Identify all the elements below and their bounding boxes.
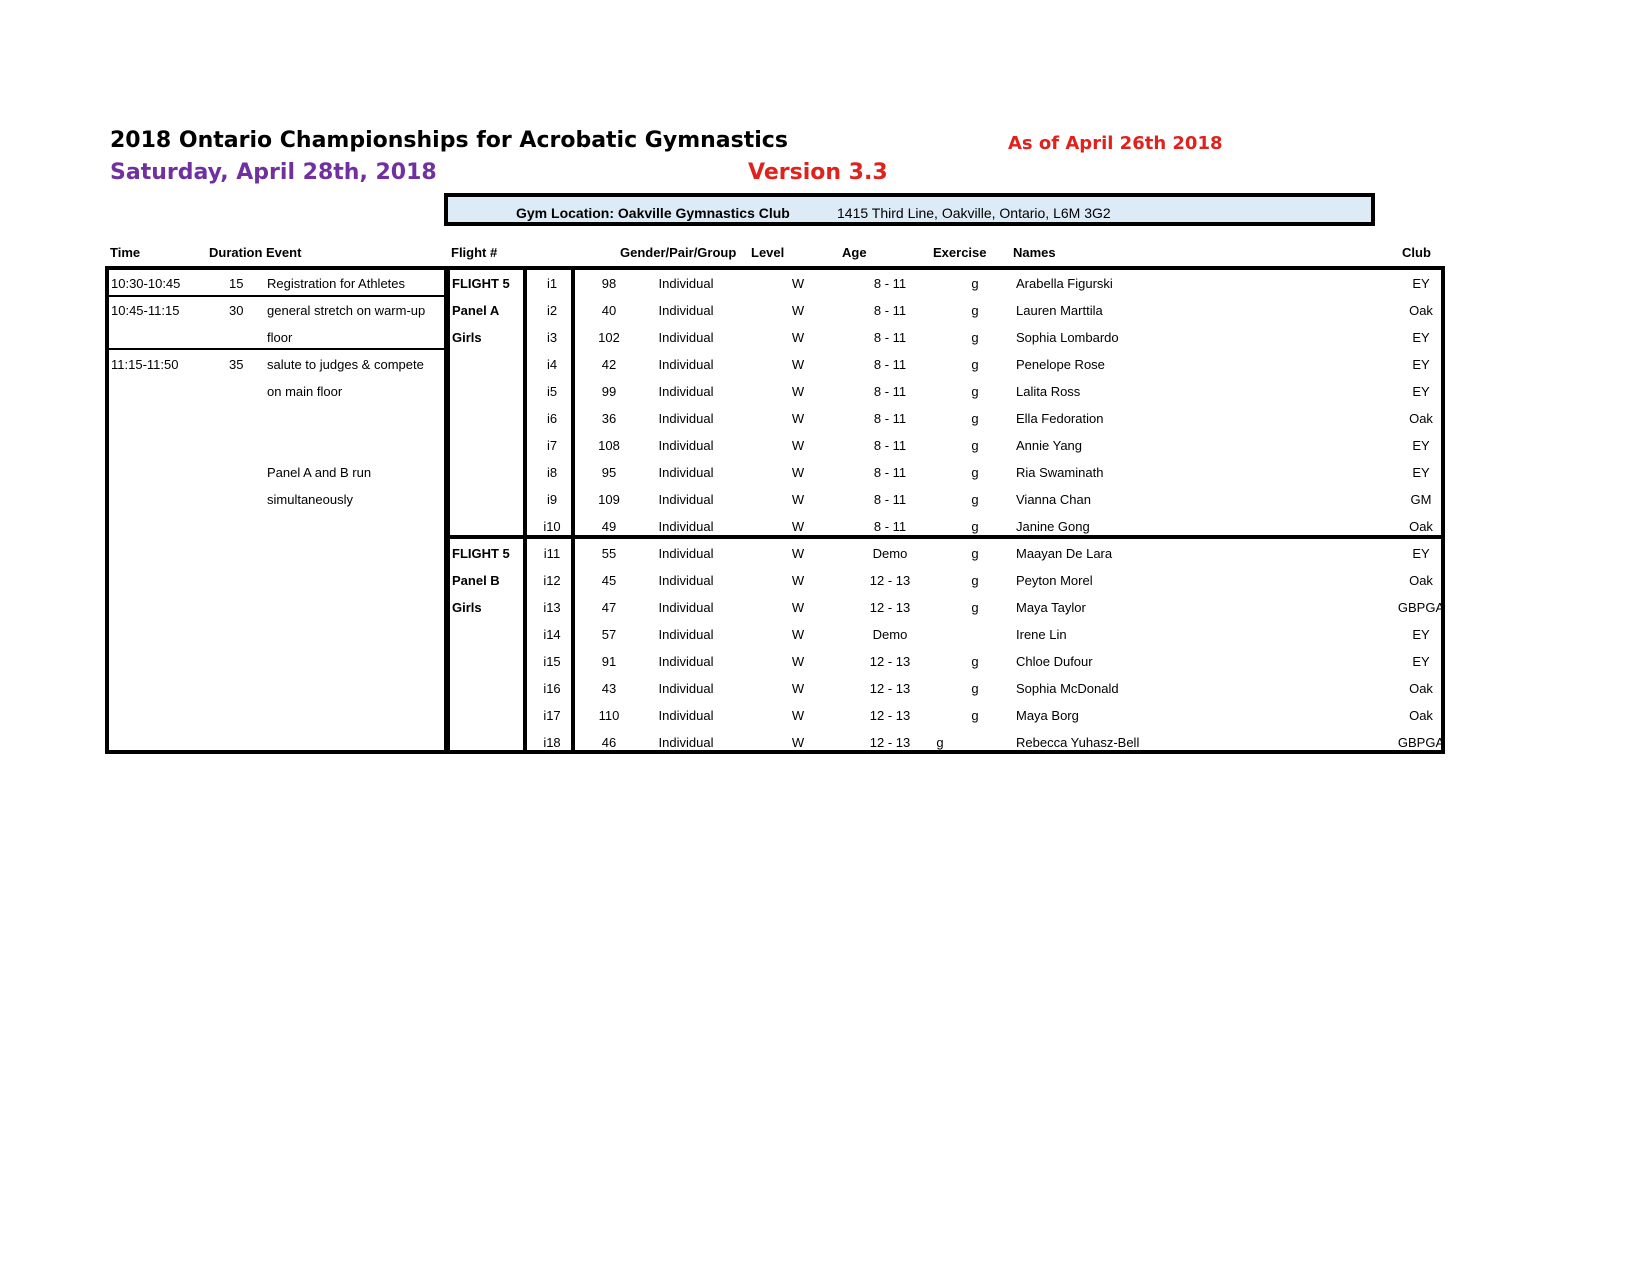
entry-level: W [791, 330, 805, 345]
page-title: 2018 Ontario Championships for Acrobatic Gymnastics [110, 128, 788, 153]
entry-age: 8 - 11 [873, 411, 907, 426]
entry-exercise: g [971, 681, 979, 696]
entry-number: 95 [601, 465, 617, 480]
entry-exercise: g [971, 411, 979, 426]
entry-age: 12 - 13 [869, 600, 911, 615]
athlete-club: EY [1412, 654, 1430, 669]
schedule-time: 10:30-10:45 [111, 276, 181, 291]
entry-number: 98 [601, 276, 617, 291]
entry-exercise: g [971, 492, 979, 507]
entry-level: W [791, 708, 805, 723]
athlete-name: Annie Yang [1016, 438, 1083, 453]
entry-id: i7 [546, 438, 558, 453]
col-names: Names [1013, 245, 1056, 260]
entry-exercise: g [971, 384, 979, 399]
entry-id: i8 [546, 465, 558, 480]
entry-age: 8 - 11 [873, 357, 907, 372]
entry-type: Individual [658, 330, 714, 345]
athlete-name: Sophia Lombardo [1016, 330, 1119, 345]
entry-id: i18 [543, 735, 561, 750]
entry-id: i3 [546, 330, 558, 345]
athlete-club: EY [1412, 330, 1430, 345]
athlete-name: Peyton Morel [1016, 573, 1093, 588]
entry-number: 42 [601, 357, 617, 372]
athlete-club: GBPGA [1397, 600, 1445, 615]
entry-type: Individual [658, 654, 714, 669]
entry-level: W [791, 492, 805, 507]
entry-level: W [791, 384, 805, 399]
entry-exercise: g [971, 600, 979, 615]
col-duration: Duration [209, 245, 263, 260]
flight-label: FLIGHT 5 [452, 276, 510, 291]
athlete-club: Oak [1409, 303, 1433, 318]
schedule-note: simultaneously [267, 492, 353, 507]
entry-type: Individual [658, 519, 714, 534]
entry-age: 8 - 11 [873, 465, 907, 480]
entry-level: W [791, 735, 805, 750]
flight-label: FLIGHT 5 [452, 546, 510, 561]
athlete-club: EY [1412, 357, 1430, 372]
entry-number: 110 [598, 708, 620, 723]
athlete-name: Sophia McDonald [1016, 681, 1119, 696]
entry-level: W [791, 681, 805, 696]
schedule-duration: 35 [229, 357, 244, 372]
entry-id: i13 [543, 600, 561, 615]
location-address: 1415 Third Line, Oakville, Ontario, L6M 3G2 [837, 205, 1111, 221]
athlete-club: EY [1412, 384, 1430, 399]
entry-level: W [791, 600, 805, 615]
entry-id: i11 [543, 546, 561, 561]
divider-schedule-1 [109, 295, 446, 297]
entry-number: 46 [601, 735, 617, 750]
athlete-name: Janine Gong [1016, 519, 1090, 534]
schedule-duration: 30 [229, 303, 244, 318]
entry-number: 40 [601, 303, 617, 318]
entry-age: 8 - 11 [873, 492, 907, 507]
athlete-club: EY [1412, 465, 1430, 480]
entry-id: i10 [543, 519, 561, 534]
col-age: Age [842, 245, 867, 260]
athlete-name: Maya Borg [1016, 708, 1079, 723]
entry-id: i15 [543, 654, 561, 669]
entry-level: W [791, 627, 805, 642]
entry-id: i1 [546, 276, 558, 291]
entry-type: Individual [658, 438, 714, 453]
entry-level: W [791, 546, 805, 561]
entry-type: Individual [658, 735, 714, 750]
version-label: Version 3.3 [748, 160, 888, 185]
entry-type: Individual [658, 384, 714, 399]
entry-age: 12 - 13 [869, 681, 911, 696]
flight-group: Girls [452, 330, 482, 345]
athlete-club: Oak [1409, 708, 1433, 723]
entry-exercise: g [971, 654, 979, 669]
entry-level: W [791, 465, 805, 480]
schedule-event: Registration for Athletes [267, 276, 406, 291]
athlete-name: Rebecca Yuhasz-Bell [1016, 735, 1140, 750]
entry-exercise: g [971, 330, 979, 345]
schedule-event: general stretch on warm-up [267, 303, 426, 318]
col-flight: Flight # [451, 245, 498, 260]
schedule-event-cont: on main floor [267, 384, 343, 399]
entry-level: W [791, 357, 805, 372]
entry-type: Individual [658, 465, 714, 480]
athlete-name: Ria Swaminath [1016, 465, 1104, 480]
entry-exercise: g [971, 276, 979, 291]
entry-type: Individual [658, 492, 714, 507]
entry-exercise: g [971, 546, 979, 561]
entry-exercise: g [971, 465, 979, 480]
entry-exercise: g [971, 438, 979, 453]
entry-type: Individual [658, 573, 714, 588]
athlete-club: EY [1412, 438, 1430, 453]
col-level: Level [751, 245, 785, 260]
entry-type: Individual [658, 681, 714, 696]
entry-id: i16 [543, 681, 561, 696]
entry-age: 8 - 11 [873, 519, 907, 534]
entry-id: i2 [546, 303, 558, 318]
divider-schedule-2 [109, 348, 446, 350]
entry-type: Individual [658, 411, 714, 426]
col-event: Event [266, 245, 302, 260]
entry-age: 8 - 11 [873, 438, 907, 453]
col-gender: Gender/Pair/Group [620, 245, 737, 260]
entry-number: 55 [601, 546, 617, 561]
entry-level: W [791, 654, 805, 669]
entry-id: i17 [543, 708, 561, 723]
schedule-event: salute to judges & compete [267, 357, 424, 372]
athlete-name: Chloe Dufour [1016, 654, 1093, 669]
entry-number: 47 [601, 600, 617, 615]
entry-number: 43 [601, 681, 617, 696]
entry-number: 91 [601, 654, 617, 669]
athlete-club: EY [1412, 276, 1430, 291]
athlete-club: EY [1412, 546, 1430, 561]
entry-type: Individual [658, 627, 714, 642]
entry-level: W [791, 438, 805, 453]
entry-age: 8 - 11 [873, 330, 907, 345]
schedule-time: 11:15-11:50 [111, 357, 179, 372]
athlete-club: Oak [1409, 411, 1433, 426]
entry-number: 102 [598, 330, 620, 345]
entry-id: i4 [546, 357, 558, 372]
entry-number: 45 [601, 573, 617, 588]
entry-number: 36 [601, 411, 617, 426]
entry-type: Individual [658, 600, 714, 615]
athlete-club: Oak [1409, 573, 1433, 588]
athlete-name: Arabella Figurski [1016, 276, 1113, 291]
schedule-event-cont: floor [267, 330, 293, 345]
entry-type: Individual [658, 357, 714, 372]
event-date: Saturday, April 28th, 2018 [110, 160, 437, 185]
entry-exercise: g [971, 519, 979, 534]
entry-age: 12 - 13 [869, 708, 911, 723]
entry-number: 49 [601, 519, 617, 534]
entry-type: Individual [658, 708, 714, 723]
entry-age: 12 - 13 [869, 735, 911, 750]
divider-panel [446, 535, 1445, 539]
entry-level: W [791, 519, 805, 534]
entry-age: Demo [872, 546, 908, 561]
athlete-name: Penelope Rose [1016, 357, 1105, 372]
athlete-name: Lalita Ross [1016, 384, 1081, 399]
schedule-time: 10:45-11:15 [111, 303, 180, 318]
schedule-note: Panel A and B run [267, 465, 372, 480]
entry-age: 8 - 11 [873, 276, 907, 291]
entry-type: Individual [658, 303, 714, 318]
athlete-club: Oak [1409, 681, 1433, 696]
entry-exercise: g [971, 303, 979, 318]
schedule-duration: 15 [229, 276, 244, 291]
entry-id: i14 [543, 627, 561, 642]
entry-exercise: g [936, 735, 944, 750]
athlete-name: Maayan De Lara [1016, 546, 1113, 561]
entry-age: 12 - 13 [869, 654, 911, 669]
entry-age: 8 - 11 [873, 303, 907, 318]
athlete-name: Lauren Marttila [1016, 303, 1103, 318]
flight-group: Girls [452, 600, 482, 615]
entry-id: i6 [546, 411, 558, 426]
athlete-name: Maya Taylor [1016, 600, 1086, 615]
entry-id: i12 [543, 573, 561, 588]
entry-number: 109 [598, 492, 620, 507]
col-club: Club [1402, 245, 1431, 260]
location-label: Gym Location: Oakville Gymnastics Club [516, 205, 790, 221]
flight-panel: Panel B [452, 573, 500, 588]
entry-level: W [791, 411, 805, 426]
entry-number: 57 [601, 627, 617, 642]
col-time: Time [110, 245, 141, 260]
entry-id: i9 [546, 492, 558, 507]
entry-number: 99 [601, 384, 617, 399]
entry-type: Individual [658, 276, 714, 291]
athlete-name: Ella Fedoration [1016, 411, 1104, 426]
athlete-club: GM [1410, 492, 1432, 507]
athlete-club: GBPGA [1397, 735, 1445, 750]
entry-number: 108 [598, 438, 620, 453]
entry-age: Demo [872, 627, 908, 642]
athlete-name: Vianna Chan [1016, 492, 1091, 507]
entry-level: W [791, 276, 805, 291]
entry-type: Individual [658, 546, 714, 561]
athlete-name: Irene Lin [1016, 627, 1067, 642]
entry-exercise: g [971, 357, 979, 372]
entry-age: 12 - 13 [869, 573, 911, 588]
flight-panel: Panel A [452, 303, 500, 318]
entry-exercise: g [971, 708, 979, 723]
entry-level: W [791, 303, 805, 318]
entry-id: i5 [546, 384, 558, 399]
col-exercise: Exercise [933, 245, 987, 260]
as-of-date: As of April 26th 2018 [1008, 133, 1223, 154]
entry-age: 8 - 11 [873, 384, 907, 399]
athlete-club: EY [1412, 627, 1430, 642]
athlete-club: Oak [1409, 519, 1433, 534]
entry-exercise: g [971, 573, 979, 588]
entry-level: W [791, 573, 805, 588]
